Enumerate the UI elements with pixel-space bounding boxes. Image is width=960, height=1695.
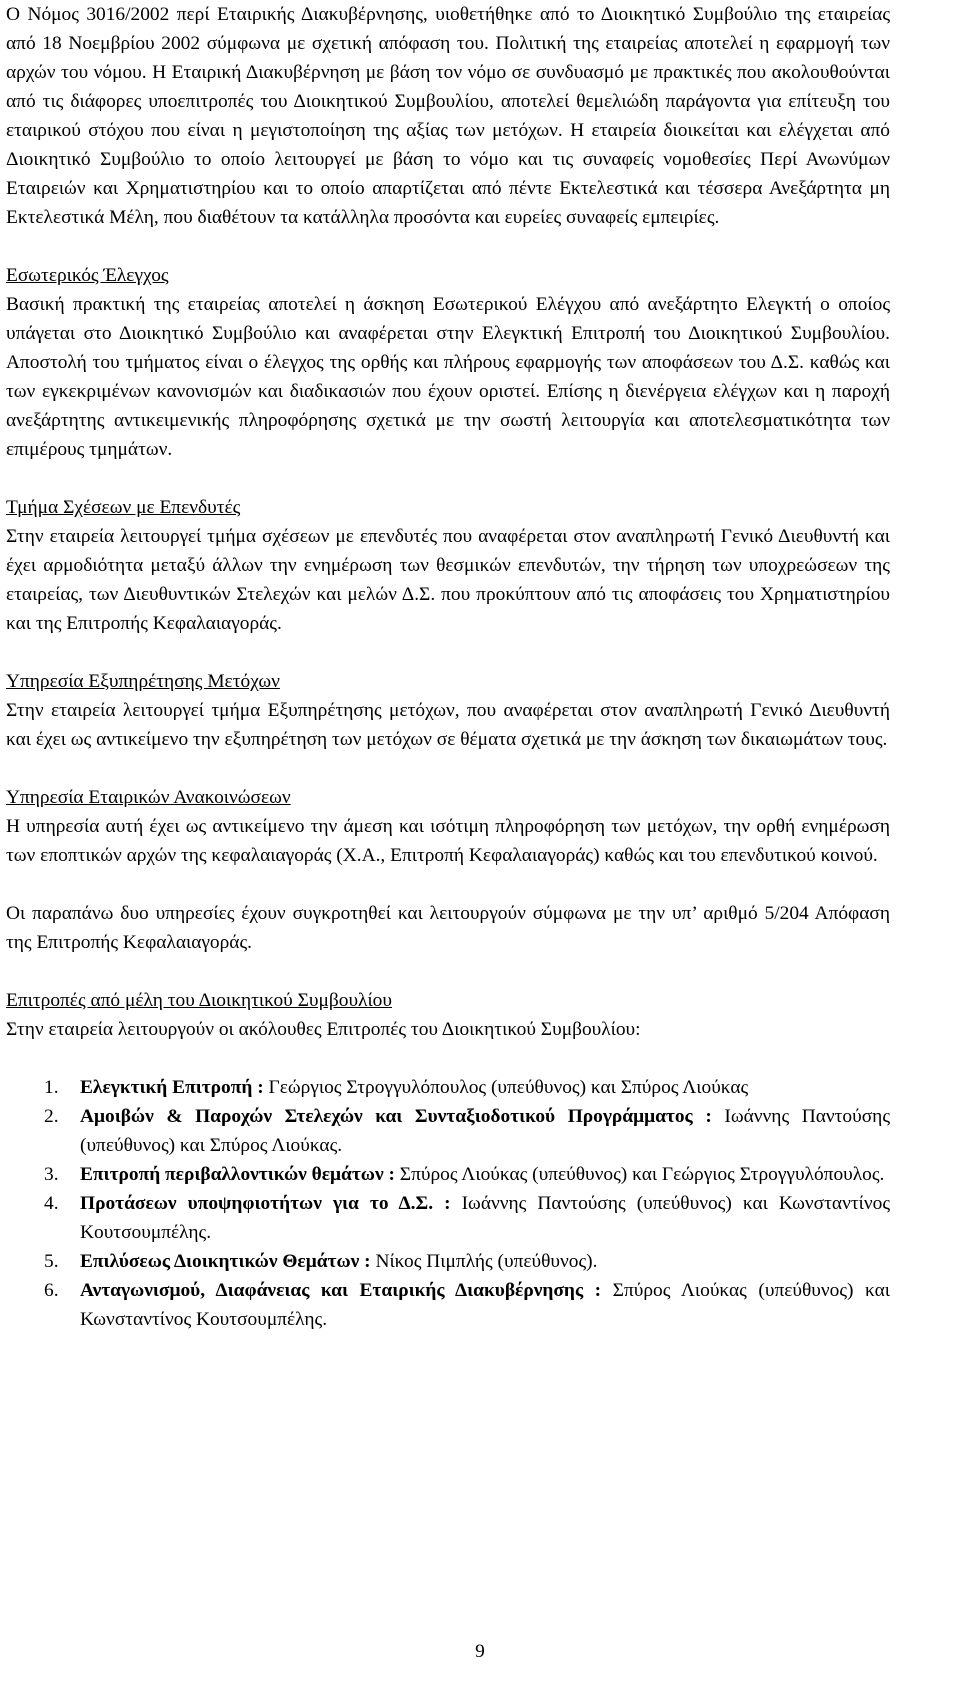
spacer xyxy=(6,638,890,667)
document-page xyxy=(6,0,890,1334)
spacer xyxy=(6,870,890,899)
list-item xyxy=(6,1247,890,1276)
list-item xyxy=(6,1102,890,1160)
committee-title: Προτάσεων υποψηφιοτήτων για το Δ.Σ. : xyxy=(80,1193,451,1214)
list-number: 2. xyxy=(44,1106,59,1127)
committee-title: Επιτροπή περιβαλλοντικών θεμάτων : xyxy=(80,1164,395,1185)
committee-members: Σπύρος Λιούκας (υπεύθυνος) και Κωνσταντίνος Κουτσουμπέλης. xyxy=(80,1280,890,1330)
shareholder-services-heading: Υπηρεσία Εξυπηρέτησης Μετόχων xyxy=(6,671,280,692)
list-number: 4. xyxy=(44,1193,59,1214)
list-number: 3. xyxy=(44,1164,59,1185)
committee-title: Ελεγκτική Επιτροπή : xyxy=(80,1077,264,1098)
committee-members: Ιωάννης Παντούσης (υπεύθυνος) και Σπύρος Λιούκας. xyxy=(80,1106,891,1156)
internal-audit-paragraph: Βασική πρακτική της εταιρείας αποτελεί η άσκηση Εσωτερικού Ελέγχου από ανεξάρτητο Ελεγκτή ο οποίος υπάγεται στο Διοικητικό Συμβούλιο και αναφέρεται στην Ελεγκτική Επιτροπή του Διοικητικού Συμβουλίου. Αποστολή του τμήματος είναι ο έλεγχος της ορθής και πλήρους εφαρμογής των αποφάσεων του Δ.Σ. καθώς και των εγκεκριμένων κανονισμών και διαδικασιών που έχουν οριστεί. Επίσης η διενέργεια ελέγχων και η παροχή ανεξάρτητης αντικειμενικής πληροφόρησης σχετικά με την σωστή λειτουργία και αποτελεσματικότητα των επιμέρους τμημάτων. xyxy=(6,294,890,460)
internal-audit-heading: Εσωτερικός Έλεγχος xyxy=(6,265,169,286)
committee-members: Ιωάννης Παντούσης (υπεύθυνος) και Κωνσταντίνος Κουτσουμπέλης. xyxy=(80,1193,890,1243)
corporate-announcements-heading: Υπηρεσία Εταιρικών Ανακοινώσεων xyxy=(6,787,291,808)
spacer xyxy=(6,464,890,493)
services-note-paragraph: Οι παραπάνω δυο υπηρεσίες έχουν συγκροτηθεί και λειτουργούν σύμφωνα με την υπ’ αριθμό 5/204 Απόφαση της Επιτροπής Κεφαλαιαγοράς. xyxy=(6,903,890,953)
committees-heading: Επιτροπές από μέλη του Διοικητικού Συμβουλίου xyxy=(6,990,392,1011)
investor-relations-heading: Τμήμα Σχέσεων με Επενδυτές xyxy=(6,497,241,518)
list-number: 1. xyxy=(44,1077,59,1098)
list-number: 5. xyxy=(44,1251,59,1272)
spacer xyxy=(6,1044,890,1073)
spacer xyxy=(6,232,890,261)
committee-title: Αμοιβών & Παροχών Στελεχών και Συνταξιοδοτικού Προγράμματος : xyxy=(80,1106,712,1127)
committees-list xyxy=(6,1073,890,1334)
shareholder-services-paragraph: Στην εταιρεία λειτουργεί τμήμα Εξυπηρέτησης μετόχων, που αναφέρεται στον αναπληρωτή Γενικό Διευθυντή και έχει ως αντικείμενο την εξυπηρέτηση των μετόχων σε θέματα σχετικά με την άσκηση των δικαιωμάτων τους. xyxy=(6,700,890,750)
committee-members: Σπύρος Λιούκας (υπεύθυνος) και Γεώργιος Στρογγυλόπουλος. xyxy=(394,1164,885,1185)
page-number: 9 xyxy=(475,1641,485,1662)
list-item xyxy=(6,1160,890,1189)
committee-members: Νίκος Πιμπλής (υπεύθυνος). xyxy=(370,1251,598,1272)
committee-members: Γεώργιος Στρογγυλόπουλος (υπεύθυνος) και Σπύρος Λιούκας xyxy=(263,1077,749,1098)
corporate-announcements-paragraph: Η υπηρεσία αυτή έχει ως αντικείμενο την άμεση και ισότιμη πληροφόρηση των μετόχων, την ορθή ενημέρωση των εποπτικών αρχών της κεφαλαιαγοράς (Χ.Α., Επιτροπή Κεφαλαιαγοράς) καθώς και του επενδυτικού κοινού. xyxy=(6,816,890,866)
committees-intro: Στην εταιρεία λειτουργούν οι ακόλουθες Επιτροπές του Διοικητικού Συμβουλίου: xyxy=(6,1019,641,1040)
list-number: 6. xyxy=(44,1280,59,1301)
committee-title: Επιλύσεως Διοικητικών Θεμάτων : xyxy=(80,1251,371,1272)
list-item xyxy=(6,1276,890,1334)
intro-paragraph: Ο Νόμος 3016/2002 περί Εταιρικής Διακυβέρνησης, υιοθετήθηκε από το Διοικητικό Συμβούλιο της εταιρείας από 18 Νοεμβρίου 2002 σύμφωνα με σχετική απόφαση του. Πολιτική της εταιρείας αποτελεί η εφαρμογή των αρχών του νόμου. Η Εταιρική Διακυβέρνηση με βάση τον νόμο σε συνδυασμό με πρακτικές που ακολουθούνται από τις διάφορες υποεπιτροπές του Διοικητικού Συμβουλίου, αποτελεί θεμελιώδη παράγοντα για επίτευξη του εταιρικού στόχου που είναι η μεγιστοποίηση της αξίας των μετόχων. Η εταιρεία διοικείται και ελέγχεται από Διοικητικό Συμβούλιο το οποίο λειτουργεί με βάση το νόμο και τις συναφείς νομοθεσίες Περί Ανωνύμων Εταιρειών και Χρηματιστηρίου και το οποίο απαρτίζεται από πέντε Εκτελεστικά και τέσσερα Ανεξάρτητα μη Εκτελεστικά Μέλη, που διαθέτουν τα κατάλληλα προσόντα και ευρείες συναφείς εμπειρίες. xyxy=(6,4,890,228)
committee-title: Ανταγωνισμού, Διαφάνειας και Εταιρικής Διακυβέρνησης : xyxy=(80,1280,602,1301)
list-item xyxy=(6,1073,890,1102)
spacer xyxy=(6,957,890,986)
list-item xyxy=(6,1189,890,1247)
investor-relations-paragraph: Στην εταιρεία λειτουργεί τμήμα σχέσεων με επενδυτές που αναφέρεται στον αναπληρωτή Γενικό Διευθυντή και έχει αρμοδιότητα μεταξύ άλλων την ενημέρωση των θεσμικών επενδυτών, την τήρηση των υποχρεώσεων της εταιρείας, των Διευθυντικών Στελεχών και μελών Δ.Σ. που προκύπτουν από τις αποφάσεις του Χρηματιστηρίου και της Επιτροπής Κεφαλαιαγοράς. xyxy=(6,526,890,634)
spacer xyxy=(6,754,890,783)
